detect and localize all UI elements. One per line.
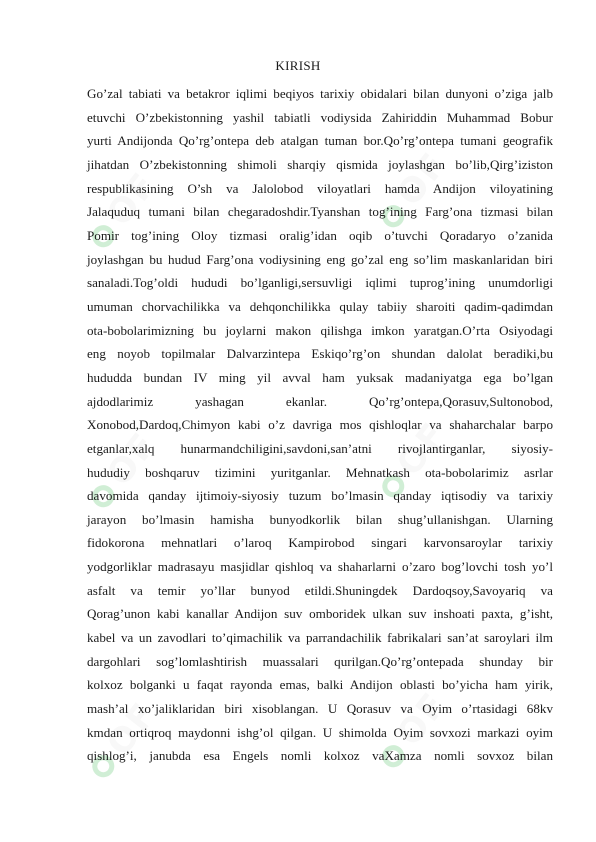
text-line: ota-bobolarimizning bu joylarni makon qilishga imkon yaratgan.O’rta Osiyodagi: [87, 322, 553, 338]
text-line: hududda bundan IV ming yil avval ham yuksak madaniyatga ega bo’lgan: [87, 369, 553, 385]
text-line: eng noyob topilmalar Dalvarzintepa Eskiqo’rg’on shundan dalolat beradiki,bu: [87, 346, 553, 362]
text-line: kmdan ortiqroq maydonni ishg’ol qilgan. U shimolda Oyim sovxozi markazi oyim: [87, 724, 553, 740]
watermark: OF: [371, 63, 519, 237]
text-line: sanaladi.Tog’oldi hududi bo’lganligi,sersuvligi iqlimi tuprog’ining unumdorligi: [87, 275, 553, 291]
text-line: jihatdan O’zbekistonning shimoli sharqiy qismida joylashgan bo’lib,Qirg’iziston: [87, 156, 553, 172]
text-line: etganlar,xalq hunarmandchiligini,savdoni,san’atni rivojlantirganlar, siyosiy-: [87, 440, 553, 456]
text-line: kabel va un zavodlari to’qimachilik va parrandachilik fabrikalari san’at saroylari ilm: [87, 630, 553, 646]
watermark: OF: [81, 613, 229, 787]
page-title: KIRISH: [275, 58, 321, 73]
watermark: OF: [81, 83, 229, 257]
text-line: Pomir tog’ining Oloy tizmasi oralig’idan oqib o’tuvchi Qoradaryo o’zanida: [87, 227, 553, 243]
text-line: dargohlari sog’lomlashtirish muassalari qurilgan.Qo’rg’ontepada shunday bir: [87, 653, 553, 669]
text-line: hududiy boshqaruv tizimini yuritganlar. Mehnatkash ota-bobolarimiz asrlar: [87, 464, 553, 480]
text-line: qishlog’i, janubda esa Engels nomli kolxoz vaXamza nomli sovxoz bilan: [87, 748, 553, 764]
text-line: asfalt va temir yo’llar bunyod etildi.Shuningdek Dardoqsoy,Savoyariq va: [87, 582, 553, 598]
text-line: umuman chorvachilikka va dehqonchilikka qulay tabiiy sharoiti qadim-qadimdan: [87, 298, 553, 314]
text-line: kolxoz bolganki u faqat rayonda emas, balki Andijon oblasti bo’yicha ham yirik,: [87, 677, 553, 693]
text-line: jarayon bo’lmasin hamisha bunyodkorlik bilan shug’ullanishgan. Ularning: [87, 511, 553, 527]
text-line: fidokorona mehnatlari o’laroq Kampirobod singari karvonsaroylar tarixiy: [87, 535, 553, 551]
text-line: yurti Andijonda Qo’rg’ontepa deb atalgan tuman bor.Qo’rg’ontepa tumani geografik: [87, 133, 553, 149]
text-line: Go’zal tabiati va betakror iqlimi beqiyos tarixiy obidalari bilan dunyoni o’ziga jalb: [87, 86, 553, 101]
body-paragraph: [87, 82, 553, 768]
watermark: OF: [81, 343, 229, 517]
text-line: mash’al xo’jaliklaridan biri xisoblangan. U Qorasuv va Oyim o’rtasidagi 68kv: [87, 701, 553, 717]
text-line: yodgorliklar madrasayu masjidlar qishloq va shaharlarni o’zaro bog’lovchi tosh yo’l: [87, 559, 553, 575]
text-line: Qorag’unon kabi kanallar Andijon suv omboridek ulkan suv inshoati paxta, g’isht,: [87, 606, 553, 622]
text-line: joylashgan bu hudud Farg’ona vodiysining eng go’zal eng so’lim maskanlaridan biri: [87, 251, 553, 267]
text-line: davomida qanday ijtimoiy-siyosiy tuzum bo’lmasin qanday iqtisodiy va tarixiy: [87, 488, 553, 504]
text-line: Xonobod,Dardoq,Chimyon kabi o’z davriga mos qishloqlar va shaharchalar barpo: [87, 417, 553, 433]
text-line: Jalaquduq tumani bilan chegaradoshdir.Tyanshan tog’ining Farg’ona tizmasi bilan: [87, 204, 553, 220]
watermark: OF: [371, 333, 519, 507]
text-line: respublikasining O’sh va Jalolobod viloyatlari hamda Andijon viloyatining: [87, 180, 553, 196]
watermark: OF: [371, 603, 519, 777]
text-line: ajdodlarimiz yashagan ekanlar. Qo’rg’ontepa,Qorasuv,Sultonobod,: [87, 393, 553, 409]
text-line: etuvchi O’zbekistonning yashil tabiatli vodiysida Zahiriddin Muhammad Bobur: [87, 109, 553, 125]
